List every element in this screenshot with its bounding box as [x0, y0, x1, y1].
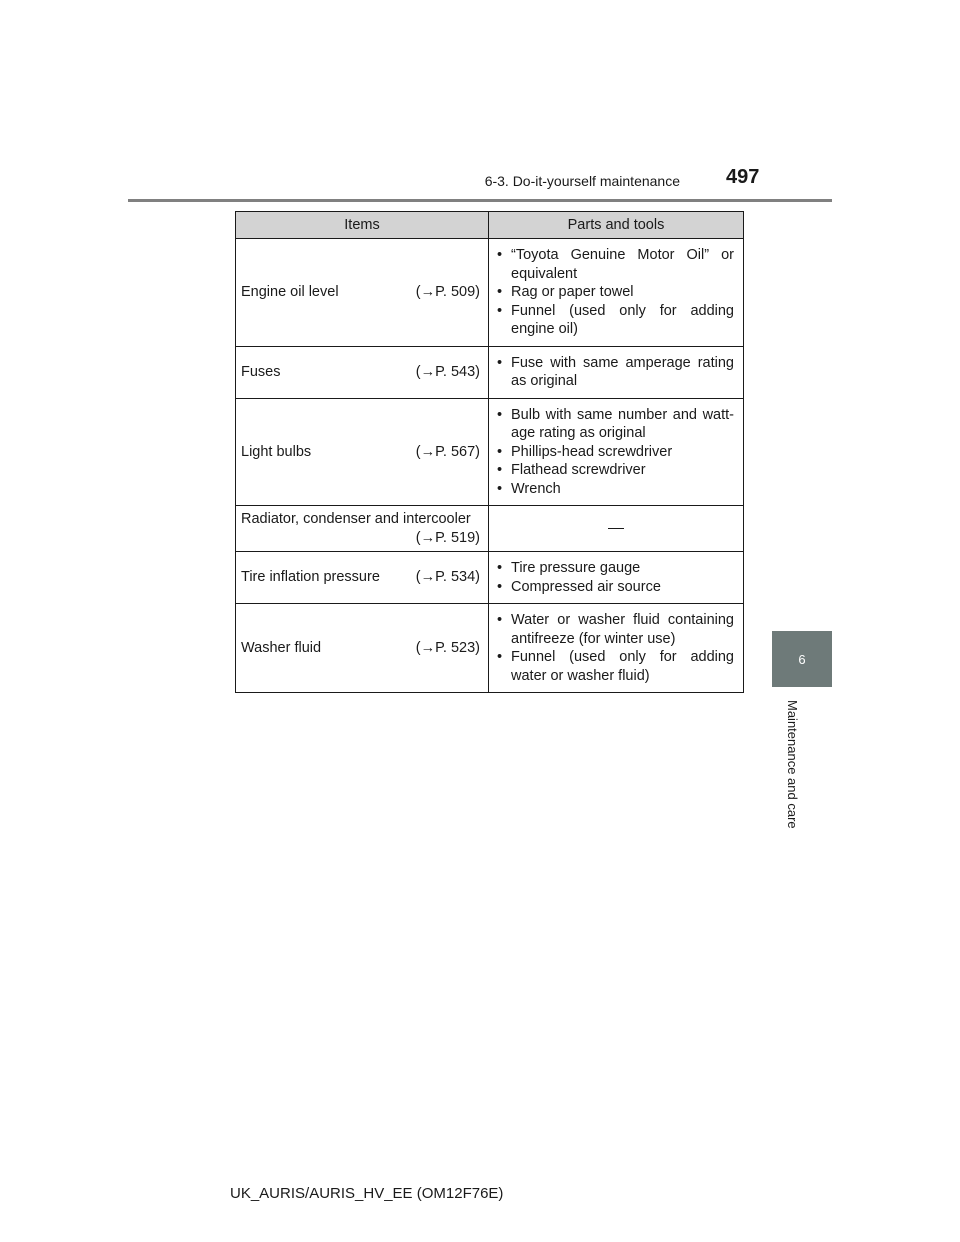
- tools-cell: [489, 604, 744, 693]
- tools-cell: [489, 552, 744, 604]
- table-row: [236, 239, 744, 347]
- list-item: • Bulb with same number and watt-age rating as original: [497, 406, 734, 443]
- model-code: UK_AURIS/AURIS_HV_EE (OM12F76E): [230, 1185, 504, 1202]
- header-divider: [128, 199, 832, 202]
- item-cell: [236, 346, 489, 398]
- list-item: • Phillips-head screwdriver: [497, 443, 734, 462]
- page-reference: (→P. 534): [415, 569, 480, 586]
- list-item: • Wrench: [497, 480, 734, 499]
- table-row: [236, 506, 744, 552]
- page-reference: (→P. 543): [415, 363, 480, 380]
- tools-cell: [489, 398, 744, 506]
- column-header-items: Items: [236, 212, 489, 239]
- item-cell: [236, 506, 489, 552]
- list-item: • Water or washer fluid containing antifreeze (for winter use): [497, 611, 734, 648]
- table-row: [236, 398, 744, 506]
- item-cell: [236, 552, 489, 604]
- tools-cell-empty: [489, 506, 744, 552]
- table-row: [236, 604, 744, 693]
- list-item: • Tire pressure gauge: [497, 559, 734, 578]
- section-title: 6-3. Do-it-yourself maintenance: [484, 173, 680, 189]
- table-header-row: [236, 212, 744, 239]
- list-item: • Fuse with same amperage rating as original: [497, 354, 734, 391]
- chapter-number: 6: [798, 651, 806, 667]
- page-reference: (→P. 519): [415, 529, 480, 546]
- list-item: • Rag or paper towel: [497, 283, 734, 302]
- tools-cell: [489, 239, 744, 347]
- page-reference: (→P. 523): [415, 639, 480, 656]
- maintenance-table: [235, 211, 744, 693]
- table-row: [236, 346, 744, 398]
- tools-cell: [489, 346, 744, 398]
- list-item: • “Toyota Genuine Motor Oil” or equivalent: [497, 246, 734, 283]
- column-header-parts: Parts and tools: [489, 212, 744, 239]
- table-row: [236, 552, 744, 604]
- chapter-title: Maintenance and care: [785, 700, 800, 829]
- item-cell: [236, 604, 489, 693]
- list-item: • Compressed air source: [497, 578, 734, 597]
- item-name: Fuses: [241, 363, 281, 380]
- item-name: Washer fluid: [241, 639, 322, 656]
- list-item: • Flathead screwdriver: [497, 461, 734, 480]
- item-name: Tire inflation pressure: [241, 569, 380, 586]
- list-item: • Funnel (used only for adding water or washer fluid): [497, 648, 734, 685]
- page-reference: (→P. 509): [415, 284, 480, 300]
- no-tools-dash: [608, 528, 624, 529]
- list-item: • Funnel (used only for adding engine oil): [497, 302, 734, 339]
- page-reference: (→P. 567): [415, 443, 480, 460]
- page-number: 497: [726, 166, 760, 188]
- item-name: Light bulbs: [241, 443, 312, 460]
- item-name: Radiator, condenser and intercooler: [241, 511, 471, 527]
- chapter-tab: [772, 631, 832, 687]
- item-cell: [236, 398, 489, 506]
- item-cell: [236, 239, 489, 347]
- item-name: Engine oil level: [241, 284, 339, 300]
